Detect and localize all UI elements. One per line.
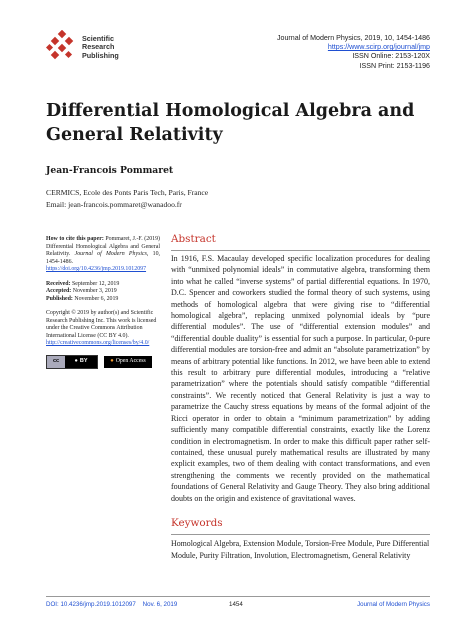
email: Email: jean-francois.pommaret@wanadoo.fr <box>46 200 182 209</box>
abstract-divider <box>171 250 430 251</box>
license-badges <box>46 355 160 369</box>
journal-citation-line: Journal of Modern Physics, 2019, 10, 1454-1486 <box>276 34 430 42</box>
open-access-badge[interactable] <box>104 356 152 368</box>
keywords-text: Homological Algebra, Extension Module, Torsion-Free Module, Pure Differential Module, Purity Filtration, Involution, Electromagnetism, General Relativity <box>171 539 430 560</box>
publisher-name-line: Publishing <box>82 50 119 60</box>
published-date: November 6, 2019 <box>74 295 119 302</box>
page-footer <box>46 596 430 611</box>
journal-url-link[interactable]: https://www.scirp.org/journal/jmp <box>327 43 430 52</box>
cc-by-badge[interactable] <box>46 355 98 369</box>
cite-tail: , 10, 1454-1486. <box>46 251 160 265</box>
received-label: Received: <box>46 280 71 287</box>
affiliation: CERMICS, Ecole des Ponts Paris Tech, Paris, France <box>46 188 209 197</box>
dates-block <box>46 281 160 304</box>
abstract-text: In 1916, F.S. Macaulay developed specific localization procedures for dealing with “unmixed polynomial ideals” in commutative algebra, transforming them into what he called “inverse systems” of partial differential equations. In 1970, D.C. Spencer and coworkers studied the formal theory of such systems, using methods of homological algebra that were giving rise to “differential homological algebra”, replacing unmixed polynomial ideals by “pure differential modules”. The use of “differential extension modules” and “differential double duality” is essential for such a purpose. In particular, 0-pure differential modules are torsion-free and admit an “absolute parametrization” by means of arbitrary potential like functions. In 2012, we have been able to extend this result to arbitrary pure differential modules, introducing a “relative parametrization” where the potentials should satisfy compatible “differential constraints”. We recently noticed that General Relativity is just a way to parametrize the Cauchy stress equations by means of the formal adjoint of the Ricci operator in order to obtain a “minimum parametrization” by adding sufficiently many compatible differential constraints, exactly like the Lorenz condition in electromagnetism. In order to make this difficult paper rather self-contained, these unusual purely mathematical results are illustrated by many explicit examples, two of them dealing with contact transformations, and even strengthening the comments we recently provided on the mathematical foundations of General Relativity and Gauge Theory. They also bring additional doubts on the origin and existence of gravitational waves. <box>171 254 430 503</box>
affiliation-block <box>46 187 208 211</box>
publisher-name-line: Research <box>82 42 115 52</box>
footer-doi[interactable]: DOI: 10.4236/jmp.2019.1012097 Nov. 6, 2019 <box>46 601 178 608</box>
article-sidebar <box>46 236 160 369</box>
cite-journal: Journal of Modern Physics <box>74 251 147 257</box>
received-date: September 12, 2019 <box>72 280 120 287</box>
keywords-heading: Keywords <box>171 517 223 529</box>
license-link[interactable]: http://creativecommons.org/licenses/by/4.0/ <box>46 340 150 346</box>
cite-label: How to cite this paper: <box>46 236 104 242</box>
article-title: Differential Homological Algebra and General Relativity <box>46 101 415 145</box>
cc-icon: cc <box>47 356 65 368</box>
abstract-heading: Abstract <box>171 233 216 245</box>
accepted-date: November 3, 2019 <box>72 288 117 294</box>
open-access-label: Open Access <box>115 357 146 364</box>
published-label: Published: <box>46 295 73 302</box>
publisher-name-line: Scientific <box>82 34 114 43</box>
author-name: Jean-Francois Pommaret <box>46 165 174 176</box>
journal-info <box>277 34 430 71</box>
copyright-block <box>46 310 160 348</box>
cite-text: Pommaret, J.-F. (2019) Differential Homological Algebra and General Relativity. <box>46 236 160 257</box>
issn-online: ISSN Online: 2153-120X <box>352 52 430 61</box>
person-icon: ● <box>74 357 78 364</box>
publisher-logo-icon <box>46 30 78 62</box>
citation-block <box>46 236 160 274</box>
cite-doi-link[interactable]: https://doi.org/10.4236/jmp.2019.1012097 <box>46 266 147 272</box>
keywords-divider <box>171 534 430 535</box>
issn-print: ISSN Print: 2153-1196 <box>359 61 430 70</box>
copyright-text: Copyright © 2019 by author(s) and Scientific Research Publishing Inc. This work is licensed under the Creative Commons Attribution International License (CC BY 4.0). <box>46 310 157 339</box>
accepted-label: Accepted: <box>46 288 72 294</box>
footer-journal: Journal of Modern Physics <box>357 601 430 608</box>
open-lock-icon: ● <box>110 357 114 364</box>
publisher-name <box>82 35 162 60</box>
cc-by-label: BY <box>79 357 88 364</box>
page-number: 1454 <box>229 601 243 608</box>
